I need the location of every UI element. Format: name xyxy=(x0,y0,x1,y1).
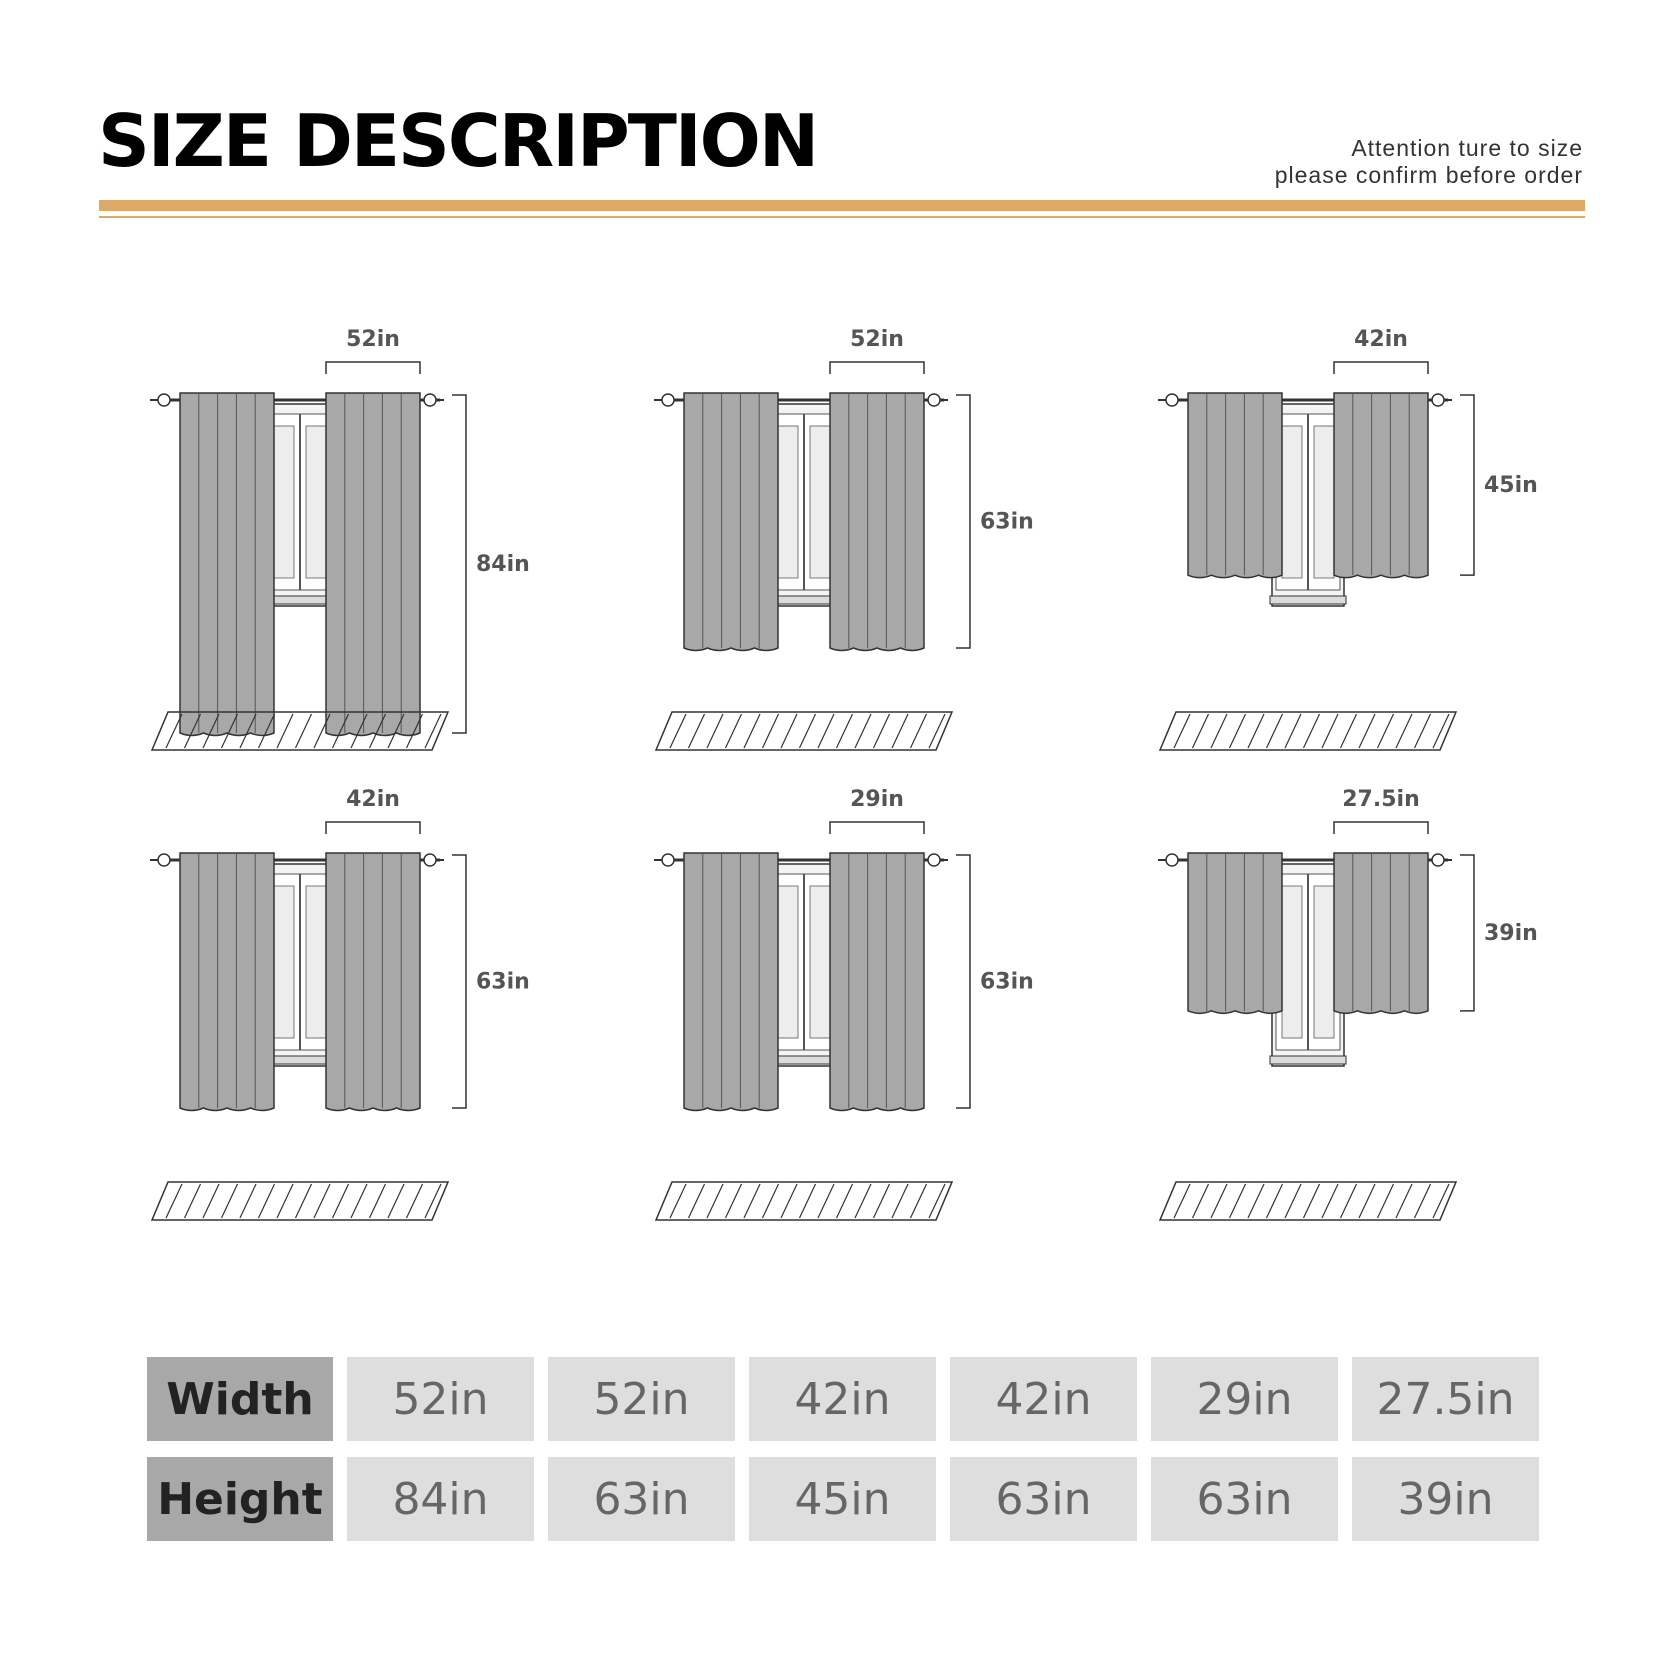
height-label: 45in xyxy=(1484,473,1538,499)
floor-hatch-line xyxy=(166,1184,182,1218)
floor-hatch xyxy=(1160,1182,1456,1220)
rod-finial xyxy=(158,394,170,406)
floor-hatch-line xyxy=(1341,714,1357,748)
attention-note-line-2: please confirm before order xyxy=(1274,162,1583,188)
floor-hatch-line xyxy=(818,1184,834,1218)
floor-hatch-line xyxy=(1267,714,1283,748)
floor-hatch-line xyxy=(874,1184,890,1218)
rod-finial xyxy=(1432,394,1444,406)
height-label: 63in xyxy=(980,509,1034,535)
height-label: 39in xyxy=(1484,920,1538,946)
width-bracket xyxy=(326,822,420,834)
curtain-panel xyxy=(1188,393,1282,578)
floor-hatch-line xyxy=(203,1184,219,1218)
floor-outline xyxy=(656,1182,952,1220)
height-label: 63in xyxy=(980,969,1034,995)
width-label: 27.5in xyxy=(1342,787,1420,812)
rod-finial xyxy=(1166,394,1178,406)
floor-hatch xyxy=(152,1182,448,1220)
height-header-cell: Height xyxy=(147,1457,333,1541)
floor-hatch-line xyxy=(855,1184,871,1218)
curtain-diagram xyxy=(1156,327,1576,790)
floor-hatch-line xyxy=(1359,1184,1375,1218)
rod-finial xyxy=(1432,854,1444,866)
floor-hatch-line xyxy=(1433,1184,1449,1218)
height-bracket xyxy=(1460,855,1474,1011)
floor-hatch-line xyxy=(425,1184,441,1218)
rod-finial xyxy=(158,854,170,866)
floor-hatch-line xyxy=(1230,714,1246,748)
floor-hatch-line xyxy=(351,1184,367,1218)
floor-hatch-line xyxy=(1267,1184,1283,1218)
floor-hatch-line xyxy=(1193,714,1209,748)
floor-hatch-line xyxy=(1433,714,1449,748)
curtain-panel xyxy=(1188,853,1282,1013)
floor-hatch-line xyxy=(240,1184,256,1218)
floor-hatch-line xyxy=(388,1184,404,1218)
window-sill xyxy=(1270,596,1346,604)
floor-hatch-line xyxy=(892,714,908,748)
curtain-panel xyxy=(326,853,420,1111)
curtain-panel xyxy=(180,393,274,736)
floor-hatch-line xyxy=(726,1184,742,1218)
floor-outline xyxy=(1160,1182,1456,1220)
rod-finial xyxy=(662,854,674,866)
floor-hatch-line xyxy=(1193,1184,1209,1218)
window-pane xyxy=(274,886,294,1038)
window-pane xyxy=(306,426,326,578)
width-cell: 27.5in xyxy=(1352,1357,1539,1441)
floor-hatch-line xyxy=(1211,1184,1227,1218)
width-cell: 29in xyxy=(1151,1357,1338,1441)
floor-hatch-line xyxy=(1285,1184,1301,1218)
floor-hatch-line xyxy=(800,714,816,748)
curtain-panel xyxy=(326,393,420,736)
floor-hatch-line xyxy=(911,714,927,748)
height-cell: 63in xyxy=(1151,1457,1338,1541)
page-title: SIZE DESCRIPTION xyxy=(98,99,818,183)
floor-hatch-line xyxy=(781,1184,797,1218)
rod-finial xyxy=(662,394,674,406)
floor-hatch-line xyxy=(1322,1184,1338,1218)
window-pane xyxy=(1314,426,1334,578)
width-bracket xyxy=(1334,362,1428,374)
window-pane xyxy=(1314,886,1334,1038)
width-header-cell: Width xyxy=(147,1357,333,1441)
curtain-diagram xyxy=(1156,787,1576,1250)
floor-hatch-line xyxy=(1359,714,1375,748)
width-label: 29in xyxy=(850,787,904,812)
floor-hatch-line xyxy=(800,1184,816,1218)
curtain-diagram xyxy=(148,327,568,790)
floor-hatch-line xyxy=(1396,714,1412,748)
width-cell: 52in xyxy=(548,1357,735,1441)
width-label: 42in xyxy=(346,787,400,812)
floor-hatch-line xyxy=(763,714,779,748)
curtain-panel xyxy=(1334,393,1428,578)
floor-hatch-line xyxy=(259,1184,275,1218)
floor-hatch-line xyxy=(370,1184,386,1218)
floor-hatch-line xyxy=(277,1184,293,1218)
rod-finial xyxy=(928,394,940,406)
width-cell: 52in xyxy=(347,1357,534,1441)
floor-hatch-line xyxy=(1341,1184,1357,1218)
width-cell: 42in xyxy=(749,1357,936,1441)
width-label: 42in xyxy=(1354,327,1408,352)
floor-hatch-line xyxy=(892,1184,908,1218)
floor-hatch-line xyxy=(296,714,312,748)
floor-hatch-line xyxy=(1415,714,1431,748)
window-pane xyxy=(1282,886,1302,1038)
curtain-diagram xyxy=(148,787,568,1250)
floor-hatch-line xyxy=(929,1184,945,1218)
height-cell: 39in xyxy=(1352,1457,1539,1541)
rod-finial xyxy=(424,854,436,866)
floor-hatch-line xyxy=(874,714,890,748)
curtain-panel xyxy=(830,393,924,651)
height-label: 63in xyxy=(476,969,530,995)
floor-hatch-line xyxy=(1285,714,1301,748)
window-sill xyxy=(1270,1056,1346,1064)
floor-hatch-line xyxy=(744,714,760,748)
floor-hatch-line xyxy=(1248,714,1264,748)
window-pane xyxy=(778,426,798,578)
curtain-panel xyxy=(180,853,274,1111)
height-bracket xyxy=(1460,395,1474,575)
height-cell: 84in xyxy=(347,1457,534,1541)
window-pane xyxy=(1282,426,1302,578)
floor-hatch-line xyxy=(1304,1184,1320,1218)
floor-hatch-line xyxy=(1378,1184,1394,1218)
height-bracket xyxy=(956,855,970,1108)
window-pane xyxy=(306,886,326,1038)
floor-hatch-line xyxy=(407,1184,423,1218)
floor-hatch-line xyxy=(185,1184,201,1218)
height-bracket xyxy=(452,855,466,1108)
floor-hatch-line xyxy=(333,1184,349,1218)
floor-hatch-line xyxy=(689,1184,705,1218)
width-label: 52in xyxy=(850,327,904,352)
floor-hatch-line xyxy=(670,1184,686,1218)
rod-finial xyxy=(928,854,940,866)
floor-hatch-line xyxy=(670,714,686,748)
width-bracket xyxy=(830,362,924,374)
curtain-panel xyxy=(1334,853,1428,1013)
curtain-panel xyxy=(684,853,778,1111)
height-cell: 63in xyxy=(950,1457,1137,1541)
height-bracket xyxy=(956,395,970,648)
floor-hatch-line xyxy=(929,714,945,748)
size-table xyxy=(147,1357,1539,1541)
floor-hatch-line xyxy=(1322,714,1338,748)
height-bracket xyxy=(452,395,466,733)
floor-hatch-line xyxy=(1248,1184,1264,1218)
curtain-diagram xyxy=(652,327,1072,790)
floor-hatch-line xyxy=(781,714,797,748)
floor-outline xyxy=(656,712,952,750)
floor-hatch-line xyxy=(855,714,871,748)
floor-hatch-line xyxy=(707,1184,723,1218)
floor-hatch-line xyxy=(1396,1184,1412,1218)
width-label: 52in xyxy=(346,327,400,352)
floor-hatch-line xyxy=(818,714,834,748)
height-cell: 45in xyxy=(749,1457,936,1541)
height-label: 84in xyxy=(476,552,530,577)
window-pane xyxy=(778,886,798,1038)
floor-hatch-line xyxy=(837,714,853,748)
rod-finial xyxy=(1166,854,1178,866)
floor-hatch-line xyxy=(707,714,723,748)
height-cell: 63in xyxy=(548,1457,735,1541)
curtain-panel xyxy=(830,853,924,1111)
floor-hatch-line xyxy=(314,1184,330,1218)
attention-note-line-1: Attention ture to size xyxy=(1351,135,1583,161)
floor-hatch-line xyxy=(911,1184,927,1218)
window-pane xyxy=(274,426,294,578)
floor-hatch-line xyxy=(222,1184,238,1218)
floor-hatch-line xyxy=(1304,714,1320,748)
width-bracket xyxy=(830,822,924,834)
width-bracket xyxy=(326,362,420,374)
curtain-panel xyxy=(684,393,778,651)
floor-hatch-line xyxy=(425,714,441,748)
window-pane xyxy=(810,886,830,1038)
rod-finial xyxy=(424,394,436,406)
floor-hatch-line xyxy=(1211,714,1227,748)
curtain-diagram xyxy=(652,787,1072,1250)
floor-hatch-line xyxy=(1415,1184,1431,1218)
floor-hatch-line xyxy=(296,1184,312,1218)
floor-hatch-line xyxy=(763,1184,779,1218)
floor-outline xyxy=(1160,712,1456,750)
width-cell: 42in xyxy=(950,1357,1137,1441)
width-bracket xyxy=(1334,822,1428,834)
floor-hatch-line xyxy=(689,714,705,748)
floor-hatch xyxy=(656,712,952,750)
floor-hatch xyxy=(1160,712,1456,750)
floor-hatch-line xyxy=(837,1184,853,1218)
floor-hatch-line xyxy=(744,1184,760,1218)
floor-hatch-line xyxy=(1174,1184,1190,1218)
floor-hatch-line xyxy=(1174,714,1190,748)
floor-hatch-line xyxy=(277,714,293,748)
floor-hatch-line xyxy=(1230,1184,1246,1218)
floor-hatch xyxy=(656,1182,952,1220)
window-pane xyxy=(810,426,830,578)
floor-outline xyxy=(152,1182,448,1220)
floor-hatch-line xyxy=(1378,714,1394,748)
floor-hatch-line xyxy=(726,714,742,748)
